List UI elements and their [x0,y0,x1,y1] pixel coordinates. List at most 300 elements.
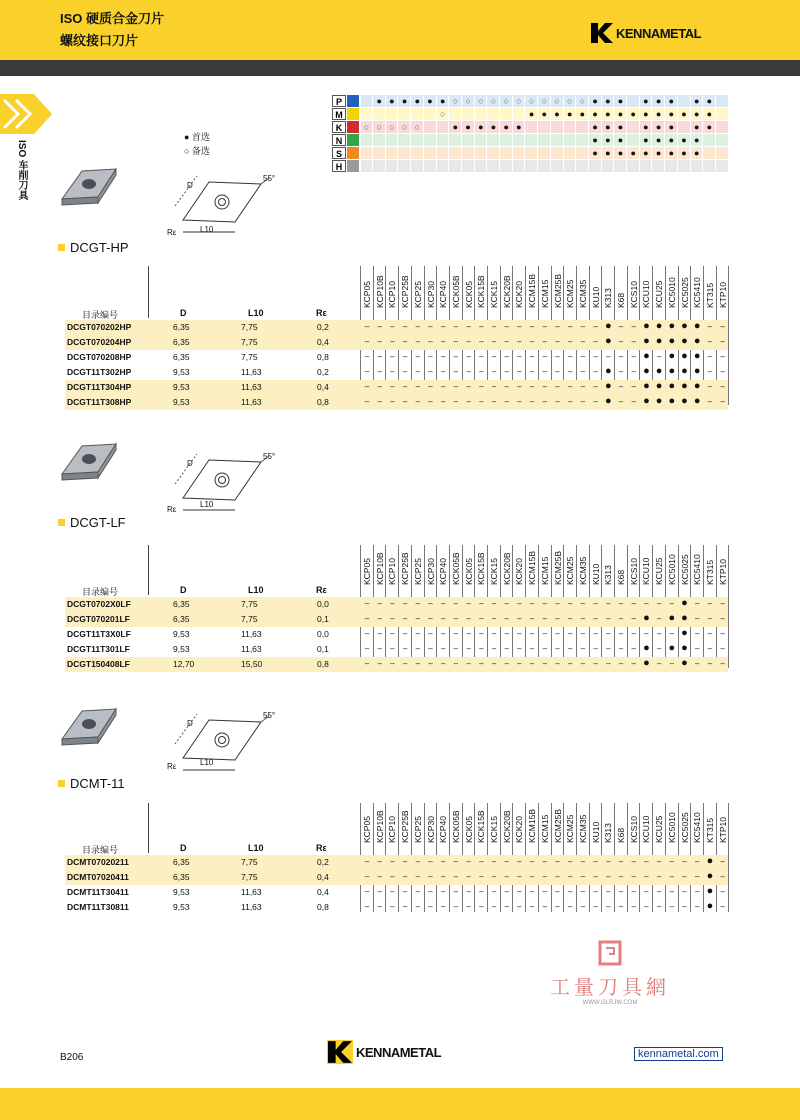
material-cell [450,108,462,120]
material-cell: ● [704,95,716,107]
row-mark: ● [668,320,676,332]
row-mark: – [415,857,421,866]
row-mark: – [479,629,484,638]
material-cell [425,121,437,133]
material-cell: ● [475,121,487,133]
row-mark: ● [604,380,612,392]
row-mark: – [618,614,624,623]
row-mark: – [390,367,395,376]
grade-name: KCK05B [450,810,461,843]
row-mark: – [364,599,370,608]
row-mark: ● [681,335,688,347]
row-mark: – [504,599,509,608]
row-l10: 11,63 [241,887,262,897]
diagram-d-label: D [187,459,193,468]
grade-name: KCK20B [501,552,512,585]
row-mark: – [440,352,446,361]
row-mark: – [631,397,636,406]
row-mark: – [555,337,560,346]
row-mark: – [390,887,395,896]
row-mark: – [440,382,446,391]
grade-name: KT315 [704,559,715,585]
row-mark: – [517,599,522,608]
material-cell [539,134,551,146]
row-mark: – [580,397,586,406]
grade-name: KCK15B [476,275,487,308]
material-cells [361,108,728,120]
grade-name: KCM25 [565,556,576,585]
material-cell [374,134,386,146]
row-l10: 11,63 [241,902,262,912]
row-mark: – [529,872,535,881]
row-mark: – [631,629,636,638]
row-mark: – [491,857,497,866]
material-row [332,160,728,173]
material-cell: ● [602,95,614,107]
row-re: 0,8 [317,397,329,407]
row-mark: – [644,872,649,881]
row-mark: ● [643,350,650,362]
grade-name: KCP10B [374,810,385,843]
row-mark: – [567,322,573,331]
row-mark: – [517,337,522,346]
material-cell: ○ [501,95,513,107]
material-cell: ○ [450,95,462,107]
row-mark: – [542,614,548,623]
grade-name: KCP10 [387,816,398,843]
diagram-angle-label: 55° [263,711,276,720]
row-mark: – [542,367,548,376]
row-re: 0,0 [317,629,329,639]
row-mark: – [517,629,522,638]
row-mark: – [517,614,522,623]
table-row [65,350,728,365]
row-code: DCGT070208HP [67,352,132,362]
row-mark: – [656,887,662,896]
table-row [65,612,728,627]
material-cell [628,160,640,172]
table-row [65,855,728,870]
row-mark: – [364,887,370,896]
row-re: 0,1 [317,644,329,654]
row-mark: – [504,614,509,623]
grade-name: KCP05 [362,281,372,308]
row-code: DCGT11T301LF [67,644,130,654]
row-mark: – [491,397,497,406]
row-d: 9,53 [173,382,190,392]
grade-name: KCP40 [438,816,449,843]
row-mark: – [390,902,395,911]
material-cells [361,147,728,159]
watermark-url: WWW.GLRJW.COM [582,1000,638,1006]
watermark [540,940,680,1006]
grade-name: KC5410 [692,812,703,843]
material-cell [513,147,525,159]
row-mark: – [466,872,471,881]
material-cell [539,121,551,133]
material-cell: ● [704,121,716,133]
material-cell [501,134,513,146]
row-mark: – [580,659,586,668]
material-cell: ● [666,121,678,133]
material-cell [399,160,411,172]
grade-name: KTP10 [717,817,728,843]
material-cell: ● [691,108,703,120]
material-cell: ○ [552,95,564,107]
row-mark: – [593,382,598,391]
row-mark: – [377,337,382,346]
material-cell: ● [679,134,691,146]
material-cell [450,147,462,159]
row-mark: – [491,352,497,361]
material-cell [513,160,525,172]
row-mark: – [428,887,433,896]
material-cell: ○ [361,121,373,133]
row-mark: – [631,367,636,376]
row-mark: – [428,397,433,406]
row-mark: – [517,644,522,653]
l10-column-header: L10 [248,843,264,853]
row-mark: – [479,614,484,623]
row-mark: ● [668,365,676,377]
material-cell [386,147,398,159]
material-row [332,108,728,121]
row-mark: – [720,337,725,346]
diagram-re-label: Rε [167,228,177,237]
row-mark: – [377,614,382,623]
row-mark: – [390,352,395,361]
row-mark: – [364,902,370,911]
grade-name: KCK20B [501,810,512,843]
material-cell [679,95,691,107]
material-cell: ● [628,108,640,120]
row-mark: – [555,857,560,866]
material-cell [386,160,398,172]
row-mark: – [593,629,598,638]
row-mark: – [415,337,421,346]
row-mark: – [542,397,548,406]
row-mark: – [415,629,421,638]
row-code: DCMT07020211 [67,857,129,867]
row-mark: – [504,352,509,361]
material-cell [386,134,398,146]
row-mark: – [479,902,484,911]
row-mark: – [440,599,446,608]
row-mark: ● [643,335,650,347]
material-cell: ● [590,108,602,120]
material-label: N [332,134,346,146]
grade-name: KCU10 [641,280,652,308]
row-code: DCGT070202HP [67,322,132,332]
material-cell [602,160,614,172]
material-cell [374,160,386,172]
row-mark: – [491,902,497,911]
row-mark: – [631,337,636,346]
insert-image [58,440,120,484]
material-cell: ● [488,121,500,133]
row-mark: – [542,337,548,346]
material-cell: ○ [412,121,424,133]
row-mark: – [542,599,548,608]
diagram-d-label: D [187,719,193,728]
bullet-square-icon [58,244,65,251]
grade-name: KCM35 [577,556,588,585]
row-mark: – [504,902,509,911]
material-label: M [332,108,346,120]
row-mark: – [555,902,560,911]
row-mark: – [529,397,535,406]
material-cells [361,134,728,146]
row-mark: – [580,322,586,331]
row-d: 6,35 [173,337,190,347]
row-mark: – [555,367,560,376]
footer-bar [0,1088,800,1120]
row-d: 6,35 [173,352,190,362]
row-l10: 7,75 [241,614,258,624]
grade-name: KCP25B [400,810,411,843]
row-mark: ● [681,657,688,669]
row-mark: – [504,337,509,346]
material-color-strip [347,160,359,172]
row-mark: ● [681,642,688,654]
row-mark: – [656,872,662,881]
kennametal-logo-icon [590,22,614,44]
material-cell [501,147,513,159]
row-mark: – [364,382,370,391]
row-mark: – [720,352,725,361]
material-cell: ● [640,147,652,159]
diagram-d-label: D [187,181,193,190]
row-mark: – [440,629,446,638]
material-cells [361,95,728,107]
row-mark: – [402,659,408,668]
material-cell [526,121,538,133]
row-mark: – [440,887,446,896]
material-cell [488,134,500,146]
row-mark: – [567,599,573,608]
row-mark: – [529,902,535,911]
material-cell: ● [386,95,398,107]
grade-name: KCK05B [450,275,461,308]
material-row [332,95,728,108]
section-title [58,240,129,255]
row-mark: – [580,337,586,346]
material-cell [450,160,462,172]
row-mark: – [682,857,687,866]
grade-name: KC5010 [666,277,677,308]
row-d: 9,53 [173,902,190,912]
row-mark: – [415,322,421,331]
row-mark: – [453,872,459,881]
row-mark: – [453,644,459,653]
row-mark: – [390,614,395,623]
grade-name: KCM35 [577,279,588,308]
row-mark: – [567,872,573,881]
row-mark: – [466,887,471,896]
material-cell: ● [640,134,652,146]
table-row [65,365,728,380]
material-cell [552,121,564,133]
row-mark: – [377,644,382,653]
material-cell [704,160,716,172]
material-cell: ● [691,121,703,133]
row-mark: – [440,337,446,346]
row-mark: – [529,352,535,361]
row-mark: – [377,599,382,608]
row-mark: – [567,629,573,638]
row-mark: – [390,872,395,881]
row-mark: – [567,614,573,623]
material-cell [374,147,386,159]
material-cell [425,160,437,172]
grade-name: KC5010 [666,812,677,843]
header-title: ISO 硬质合金刀片 [60,11,165,26]
row-mark: – [402,382,408,391]
table-row [65,885,728,900]
row-mark: – [440,322,446,331]
material-cell: ● [666,108,678,120]
material-cell [704,147,716,159]
row-mark: ● [668,350,676,362]
grade-name: KCK20 [514,558,525,585]
grade-name: KCM35 [577,814,588,843]
material-cell: ● [602,108,614,120]
row-mark: – [504,857,509,866]
row-mark: – [453,902,459,911]
material-cell: ● [513,121,525,133]
grade-name: KC5025 [679,812,690,843]
row-re: 0,8 [317,352,329,362]
row-mark: – [504,629,509,638]
grade-name: KCK05 [463,558,474,585]
row-mark: – [720,397,725,406]
row-mark: – [555,659,560,668]
row-mark: – [364,322,370,331]
row-mark: – [618,629,624,638]
row-mark: – [491,872,497,881]
row-mark: – [593,614,598,623]
row-mark: – [694,902,700,911]
row-mark: – [415,614,421,623]
row-mark: – [656,857,662,866]
row-re: 0,2 [317,367,329,377]
row-mark: – [720,887,725,896]
material-cell: ● [577,108,589,120]
row-mark: – [618,337,624,346]
row-mark: – [415,659,421,668]
row-mark: – [402,629,408,638]
material-cell [577,160,589,172]
code-column-header: 目录编号 [82,310,119,320]
material-cell [475,160,487,172]
row-mark: – [453,659,459,668]
diagram-angle-label: 55° [263,174,276,183]
material-cell [577,147,589,159]
material-color-strip [347,121,359,133]
material-cell [386,108,398,120]
row-mark: – [580,367,586,376]
material-cell [679,160,691,172]
row-mark: – [567,382,573,391]
footer-brand: KENNAMETAL [356,1044,442,1060]
row-mark: – [656,614,662,623]
grade-name: KCP25 [412,558,423,585]
row-mark: – [390,659,395,668]
row-mark: – [656,902,662,911]
row-mark: ● [604,320,612,332]
material-cell [513,108,525,120]
website-link[interactable]: kennametal.com [634,1047,723,1061]
row-mark: – [428,599,433,608]
section-title [58,515,126,530]
section-title-text: DCMT-11 [70,776,125,791]
row-mark: – [453,367,459,376]
re-column-header: Rε [316,585,327,595]
row-mark: ● [655,380,663,392]
material-cell [513,134,525,146]
material-cell: ● [602,134,614,146]
diagram-re-label: Rε [167,762,177,771]
grade-name: KCM15 [539,814,550,843]
row-mark: – [720,614,725,623]
material-cell: ● [602,121,614,133]
material-cell [399,134,411,146]
material-cell [488,160,500,172]
row-mark: – [606,857,611,866]
row-mark: – [618,887,624,896]
row-mark: – [402,887,408,896]
row-mark: – [593,872,598,881]
row-l10: 11,63 [241,644,262,654]
row-mark: – [504,397,509,406]
row-mark: – [618,872,624,881]
row-mark: – [466,397,471,406]
material-cell: ● [653,147,665,159]
row-mark: – [440,367,446,376]
row-mark: – [491,599,497,608]
row-code: DCGT070204HP [67,337,132,347]
material-cell: ○ [564,95,576,107]
row-mark: – [479,857,484,866]
row-mark: – [402,872,408,881]
material-cell [361,134,373,146]
l10-column-header: L10 [248,308,264,318]
row-re: 0,0 [317,599,329,609]
grade-name: KCP25B [400,552,411,585]
row-mark: – [682,902,687,911]
material-cell: ● [640,95,652,107]
material-cell: ● [615,147,627,159]
row-mark: – [618,644,624,653]
grade-name: KCM25 [565,814,576,843]
grade-name: KCM25B [552,808,563,843]
material-cell [704,134,716,146]
row-mark: – [466,629,471,638]
grade-name: KTP10 [717,559,728,585]
row-mark: – [631,352,636,361]
material-cell [475,134,487,146]
grade-name: KCM25B [552,550,563,585]
row-mark: – [682,872,687,881]
row-mark: – [529,629,535,638]
diagram-l10-label: L10 [200,225,214,234]
row-mark: – [466,382,471,391]
grade-name: K68 [616,569,626,585]
row-mark: – [580,629,586,638]
row-mark: – [529,337,535,346]
row-mark: ● [655,365,663,377]
row-mark: – [390,382,395,391]
